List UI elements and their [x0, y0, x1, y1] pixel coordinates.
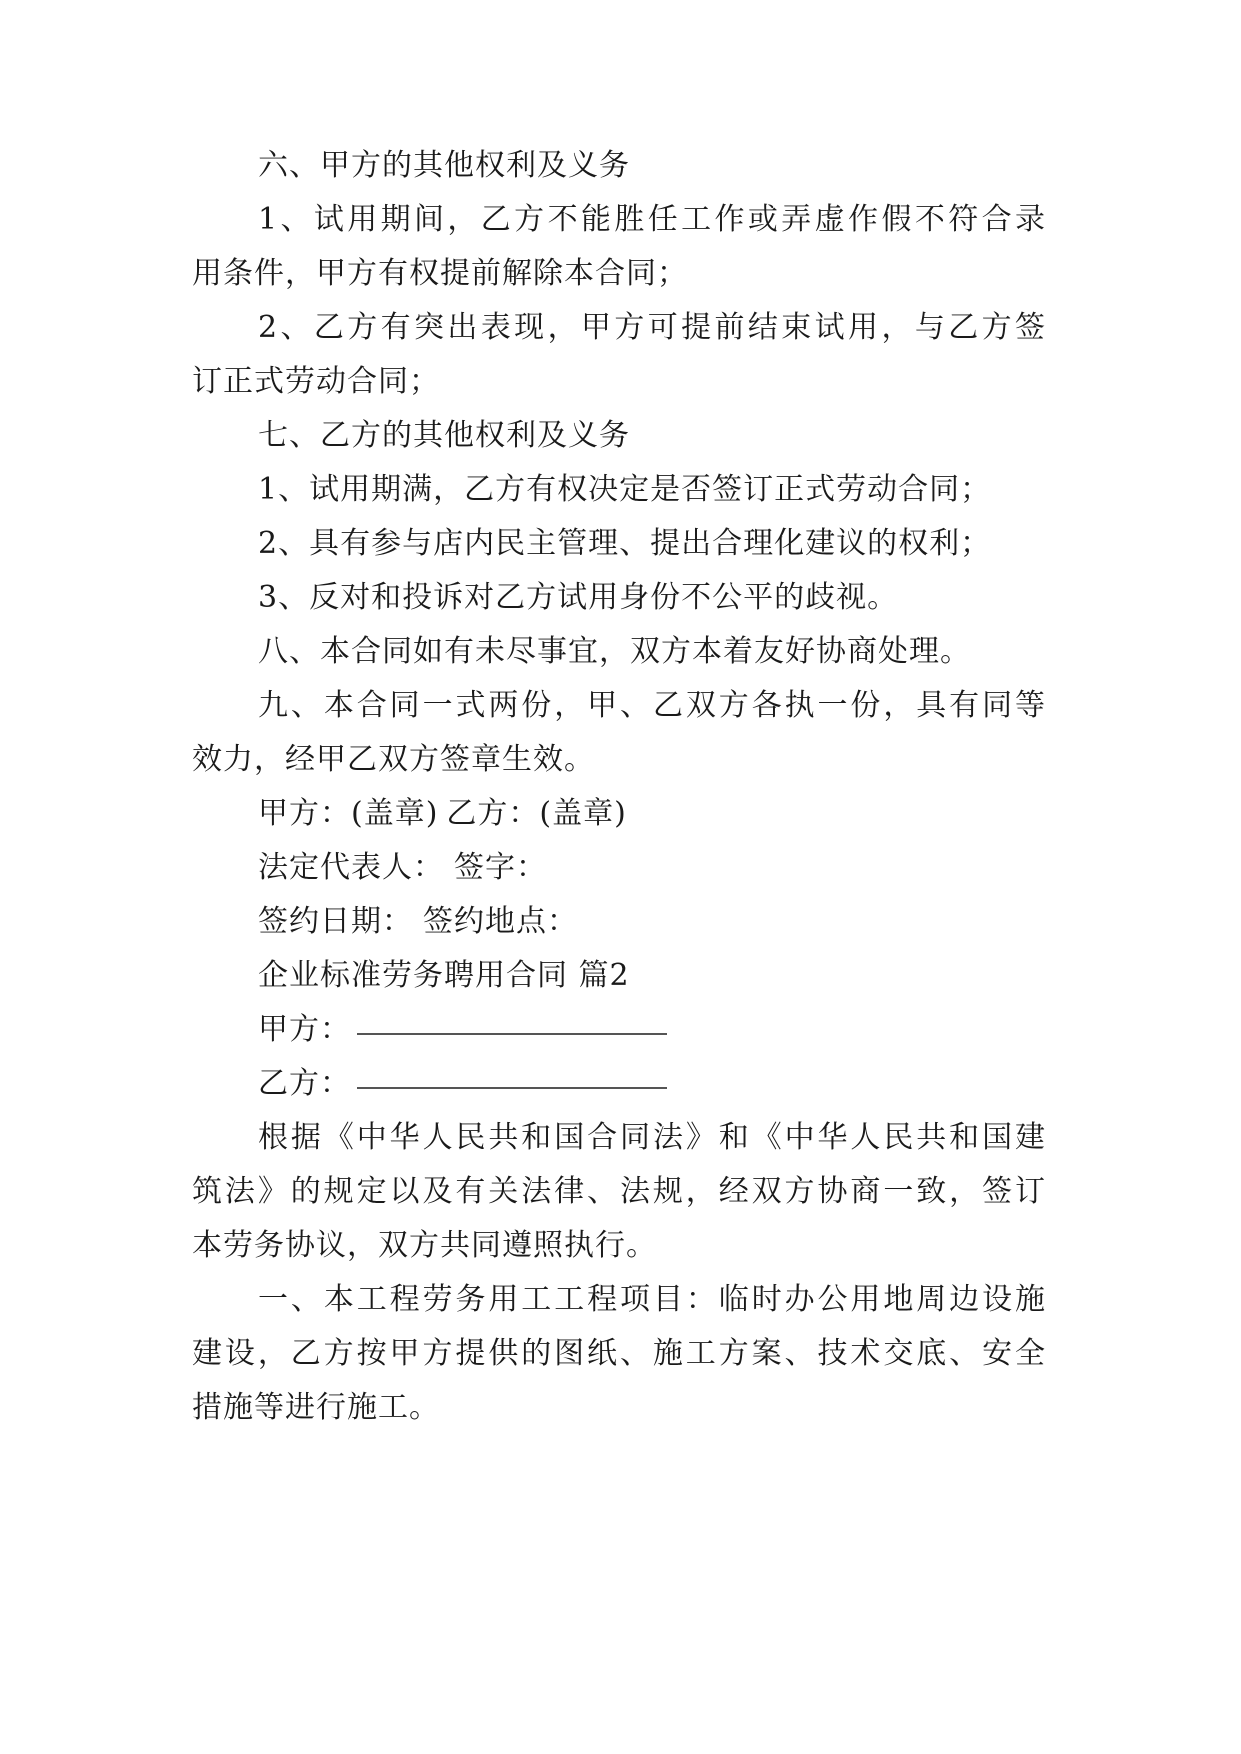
- preamble-line-3: 本劳务协议，双方共同遵照执行。: [192, 1228, 657, 1263]
- party-b-seal-label: 乙方：(盖章): [446, 796, 627, 831]
- clause-1-line-3: 措施等进行施工。: [192, 1390, 440, 1425]
- representative-row: [258, 848, 547, 888]
- section-9-line-2: 效力，经甲乙双方签章生效。: [192, 742, 595, 777]
- section-7-item-2: 2、具有参与店内民主管理、提出合理化建议的权利；: [258, 526, 992, 561]
- section-7-item-1: 1、试用期满，乙方有权决定是否签订正式劳动合同；: [258, 472, 992, 507]
- article-2-title: 企业标准劳务聘用合同 篇2: [258, 958, 630, 993]
- party-a-row: [258, 1010, 667, 1050]
- section-6-item-2-line-2: 订正式劳动合同；: [192, 364, 440, 399]
- party-b-label: 乙方：: [258, 1066, 351, 1101]
- section-8: 八、本合同如有未尽事宜，双方本着友好协商处理。: [258, 634, 971, 669]
- party-b-blank-line: [357, 1087, 667, 1089]
- clause-1-line-1: 一、本工程劳务用工工程项目：临时办公用地周边设施: [258, 1282, 1046, 1317]
- party-a-seal-label: 甲方：(盖章): [258, 796, 439, 831]
- preamble-line-1: 根据《中华人民共和国合同法》和《中华人民共和国建: [258, 1120, 1046, 1155]
- section-6-item-1-line-2: 用条件，甲方有权提前解除本合同；: [192, 256, 688, 291]
- signature-label: 签字：: [454, 850, 547, 885]
- section-6-item-2-line-1: 2、乙方有突出表现，甲方可提前结束试用，与乙方签: [258, 310, 1046, 345]
- sign-date-label: 签约日期：: [258, 904, 413, 939]
- section-7-title: 七、乙方的其他权利及义务: [258, 418, 630, 453]
- sign-place-label: 签约地点：: [423, 904, 578, 939]
- party-b-row: [258, 1064, 667, 1104]
- legal-representative-label: 法定代表人：: [258, 850, 444, 885]
- party-a-label: 甲方：: [258, 1012, 351, 1047]
- section-7-item-3: 3、反对和投诉对乙方试用身份不公平的歧视。: [258, 580, 899, 615]
- section-6-item-1-line-1: 1、试用期间，乙方不能胜任工作或弄虚作假不符合录: [258, 202, 1046, 237]
- preamble-line-2: 筑法》的规定以及有关法律、法规，经双方协商一致，签订: [192, 1174, 1046, 1209]
- party-a-blank-line: [357, 1033, 667, 1035]
- section-6-title: 六、甲方的其他权利及义务: [258, 148, 630, 183]
- section-9-line-1: 九、本合同一式两份，甲、乙双方各执一份，具有同等: [258, 688, 1046, 723]
- clause-1-line-2: 建设，乙方按甲方提供的图纸、施工方案、技术交底、安全: [192, 1336, 1046, 1371]
- seal-row: [258, 794, 627, 834]
- sign-info-row: [258, 902, 578, 942]
